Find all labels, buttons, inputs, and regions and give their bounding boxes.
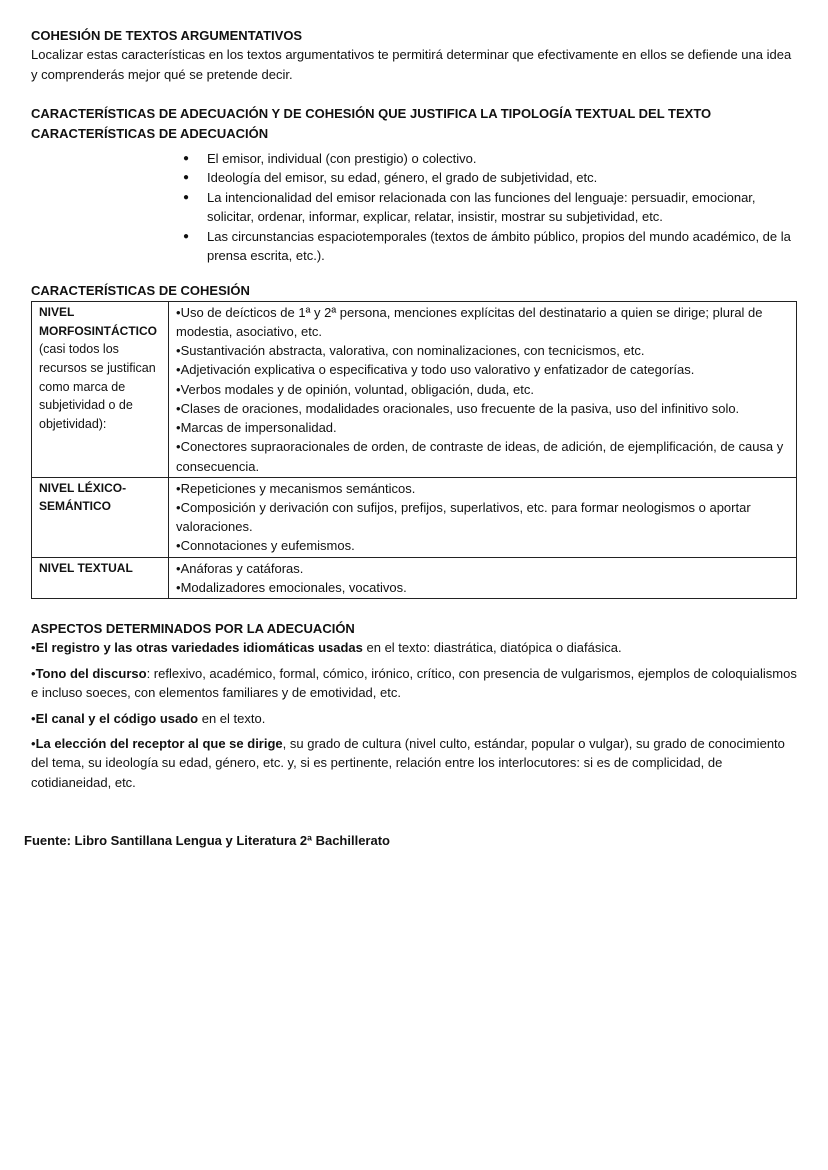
list-item: • Anáforas y catáforas. [176, 559, 791, 578]
cohesion-section [31, 281, 799, 598]
intro-section [31, 26, 799, 84]
level-cell [32, 477, 169, 557]
aspectos-title: ASPECTOS DETERMINADOS POR LA ADECUACIÓN [31, 620, 355, 636]
level-name: NIVEL MORFOSINTÁCTICO [39, 304, 157, 338]
aspecto-text: : reflexivo, académico, formal, cómico, irónico, crítico, con presencia de vulgarismos, ejemplos de coloquialismos e incluso soeces, con elementos familiares y de emotividad, etc. [31, 665, 797, 701]
list-item: • Conectores supraoracionales de orden, de contraste de ideas, de adición, de ejemplificación, de causa y consecuencia. [176, 437, 791, 475]
source-citation: Fuente: Libro Santillana Lengua y Literatura 2ª Bachillerato [24, 833, 390, 848]
list-item: • Composición y derivación con sufijos, prefijos, superlativos, etc. para formar neologismos o aportar valoraciones. [176, 498, 791, 536]
list-item: • Uso de deícticos de 1ª y 2ª persona, menciones explícitas del destinatario a quien se dirige; plural de modestia, asociativo, etc. [176, 303, 791, 341]
list-item: ● El emisor, individual (con prestigio) o colectivo. [181, 149, 799, 168]
list-item: ● La intencionalidad del emisor relacionada con las funciones del lenguaje: persuadir, emocionar, solicitar, ordenar, informar, explicar, relatar, insistir, mostrar su subjetividad, etc. [181, 188, 799, 227]
level-name: NIVEL LÉXICO-SEMÁNTICO [39, 480, 127, 514]
list-item: • Modalizadores emocionales, vocativos. [176, 578, 791, 597]
intro-text: Localizar estas características en los textos argumentativos te permitirá determinar que efectivamente en ellos se defiende una idea y comprenderás mejor qué se pretende decir. [31, 47, 792, 82]
table-row [32, 477, 797, 557]
level-note: (casi todos los recursos se justifican como marca de subjetividad o de objetividad): [39, 342, 156, 432]
table-row [32, 557, 797, 598]
cohesion-table [31, 301, 797, 599]
level-name: NIVEL TEXTUAL [39, 560, 133, 575]
list-item: • Verbos modales y de opinión, voluntad, obligación, duda, etc. [176, 380, 791, 399]
list-item: • Sustantivación abstracta, valorativa, con nominalizaciones, con tecnicismos, etc. [176, 341, 791, 360]
aspecto-text: en el texto. [198, 710, 266, 726]
table-row [32, 301, 797, 477]
adecuacion-section [31, 104, 799, 265]
adecuacion-title: CARACTERÍSTICAS DE ADECUACIÓN Y DE COHESIÓN QUE JUSTIFICA LA TIPOLOGÍA TEXTUAL DEL TEXTO [31, 106, 712, 122]
items-cell [169, 301, 797, 477]
adecuacion-subtitle: CARACTERÍSTICAS DE ADECUACIÓN [31, 125, 269, 141]
aspecto-text: en el texto: diastrática, diatópica o diafásica. [362, 640, 622, 656]
list-item: • Adjetivación explicativa o especificativa y todo uso valorativo y enfatizador de categorías. [176, 360, 791, 379]
aspecto-bold: Tono del discurso [35, 665, 147, 681]
aspecto-item [31, 734, 799, 792]
aspecto-item [31, 664, 799, 703]
items-cell [169, 477, 797, 557]
aspectos-section [31, 619, 799, 792]
list-item: • Repeticiones y mecanismos semánticos. [176, 479, 791, 498]
aspecto-item [31, 638, 799, 657]
list-item: • Marcas de impersonalidad. [176, 418, 791, 437]
intro-title: COHESIÓN DE TEXTOS ARGUMENTATIVOS [31, 28, 303, 43]
list-item: • Clases de oraciones, modalidades oracionales, uso frecuente de la pasiva, uso del infinitivo solo. [176, 399, 791, 418]
aspecto-bold: La elección del receptor al que se dirige [35, 735, 283, 751]
level-cell [32, 301, 169, 477]
aspecto-item [31, 709, 799, 728]
cohesion-title: CARACTERÍSTICAS DE COHESIÓN [31, 283, 250, 299]
list-item: ● Ideología del emisor, su edad, género, el grado de subjetividad, etc. [181, 168, 799, 187]
document-page [31, 26, 799, 798]
items-cell [169, 557, 797, 598]
level-cell [32, 557, 169, 598]
aspecto-bold: El registro y las otras variedades idiomáticas usadas [35, 640, 363, 656]
aspecto-bold: El canal y el código usado [35, 710, 199, 726]
list-item: • Connotaciones y eufemismos. [176, 536, 791, 555]
aspecto-text: , su grado de cultura (nivel culto, estándar, popular o vulgar), su grado de conocimiento del tema, su ideología su edad, género, etc. y, si es pertinente, relación entre los interlocutores: si es de complicidad, de cotidianeidad, etc. [31, 735, 785, 790]
adecuacion-list [181, 149, 799, 265]
list-item: ● Las circunstancias espaciotemporales (textos de ámbito público, propios del mundo académico, de la prensa escrita, etc.). [181, 227, 799, 266]
